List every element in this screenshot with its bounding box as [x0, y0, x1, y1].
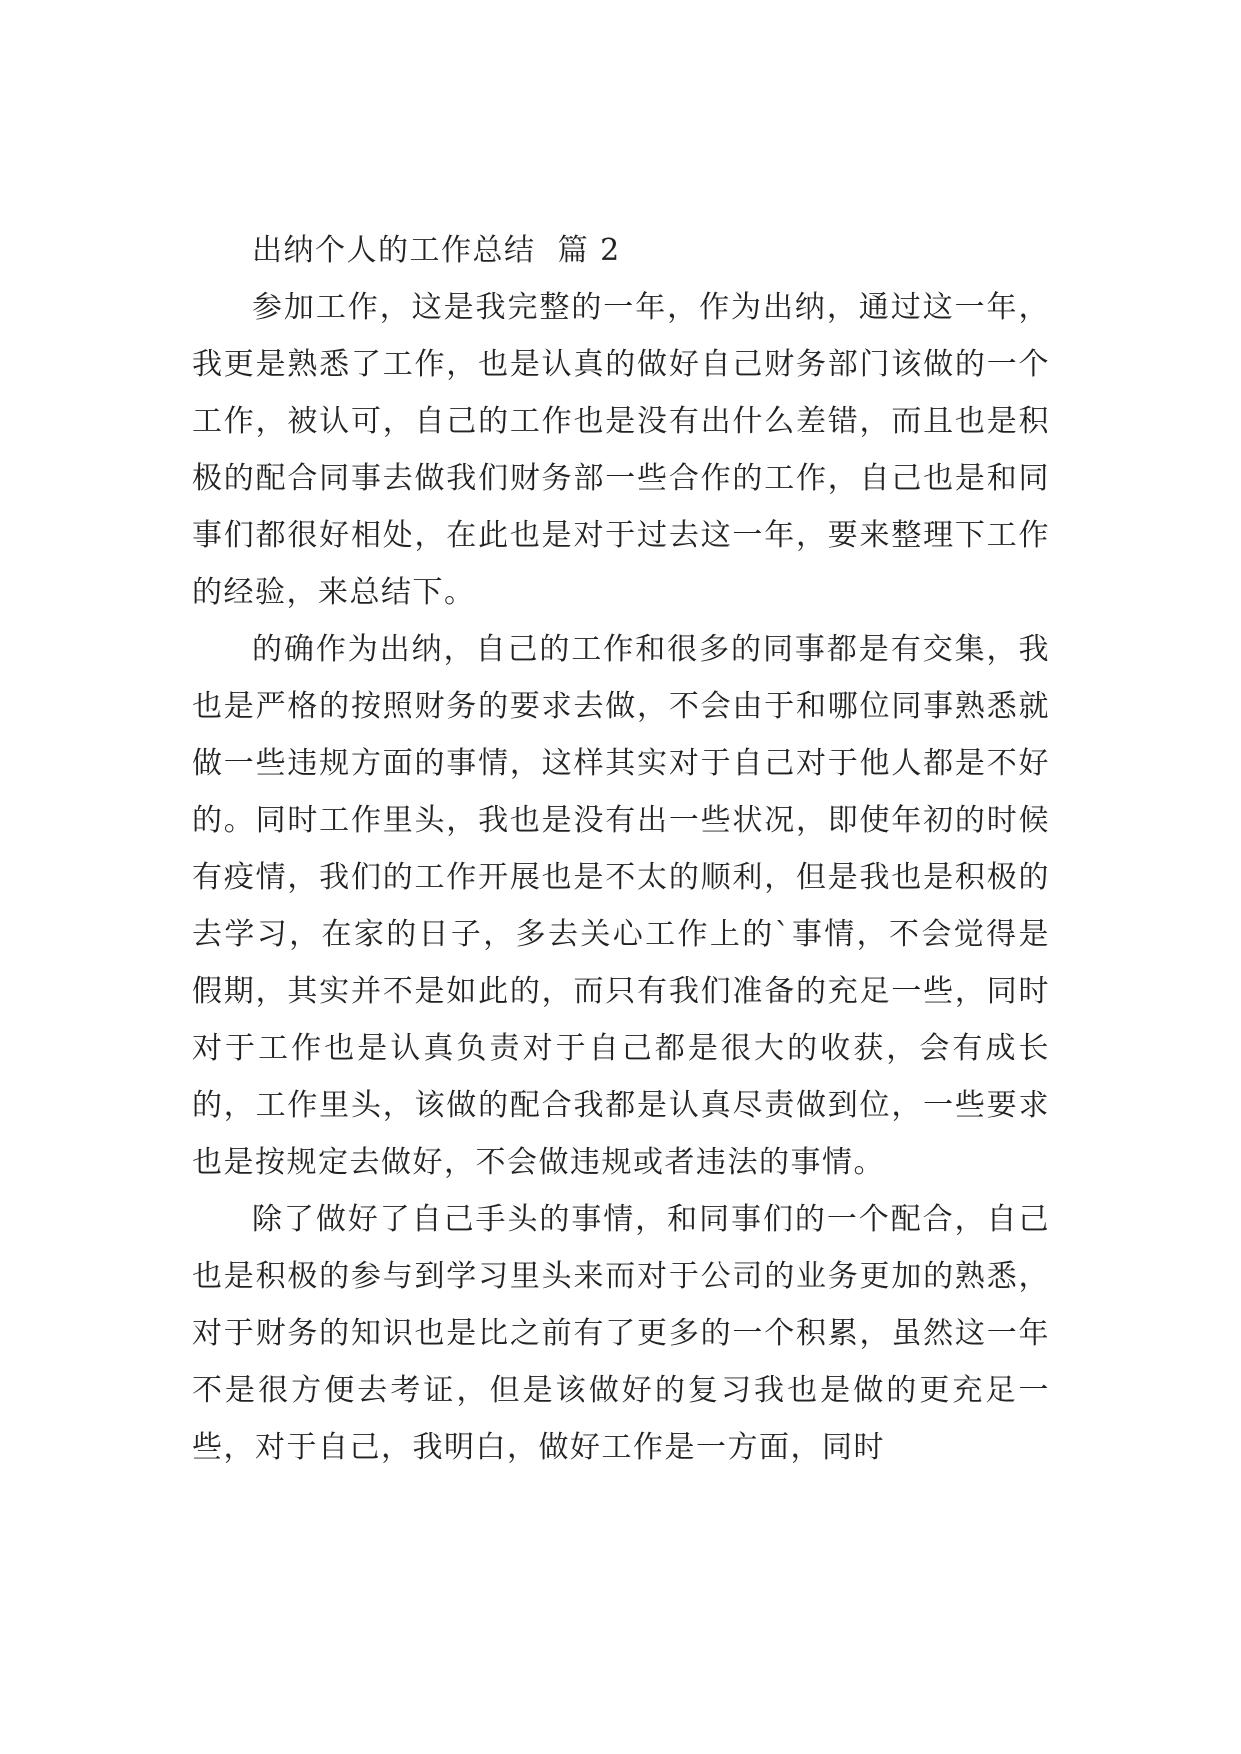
document-title: 出纳个人的工作总结 篇 2	[252, 233, 621, 268]
paragraph-2: 的确作为出纳，自己的工作和很多的同事都是有交集，我也是严格的按照财务的要求去做，不会由于和哪位同事熟悉就做一些违规方面的事情，这样其实对于自己对于他人都是不好的。同时工作里头，我也是没有出一些状况，即使年初的时候有疫情，我们的工作开展也是不太的顺利，但是我也是积极的去学习，在家的日子，多去关心工作上的`事情，不会觉得是假期，其实并不是如此的，而只有我们准备的充足一些，同时对于工作也是认真负责对于自己都是很大的收获，会有成长的，工作里头，该做的配合我都是认真尽责做到位，一些要求也是按规定去做好，不会做违规或者违法的事情。	[192, 632, 1050, 1180]
paragraph-1: 参加工作，这是我完整的一年，作为出纳，通过这一年，我更是熟悉了工作，也是认真的做好自己财务部门该做的一个工作，被认可，自己的工作也是没有出什么差错，而且也是积极的配合同事去做我们财务部一些合作的工作，自己也是和同事们都很好相处，在此也是对于过去这一年，要来整理下工作的经验，来总结下。	[192, 290, 1050, 610]
document-body	[192, 222, 1050, 1476]
paragraph-3: 除了做好了自己手头的事情，和同事们的一个配合，自己也是积极的参与到学习里头来而对于公司的业务更加的熟悉，对于财务的知识也是比之前有了更多的一个积累，虽然这一年不是很方便去考证，但是该做好的复习我也是做的更充足一些，对于自己，我明白，做好工作是一方面，同时	[192, 1202, 1050, 1465]
